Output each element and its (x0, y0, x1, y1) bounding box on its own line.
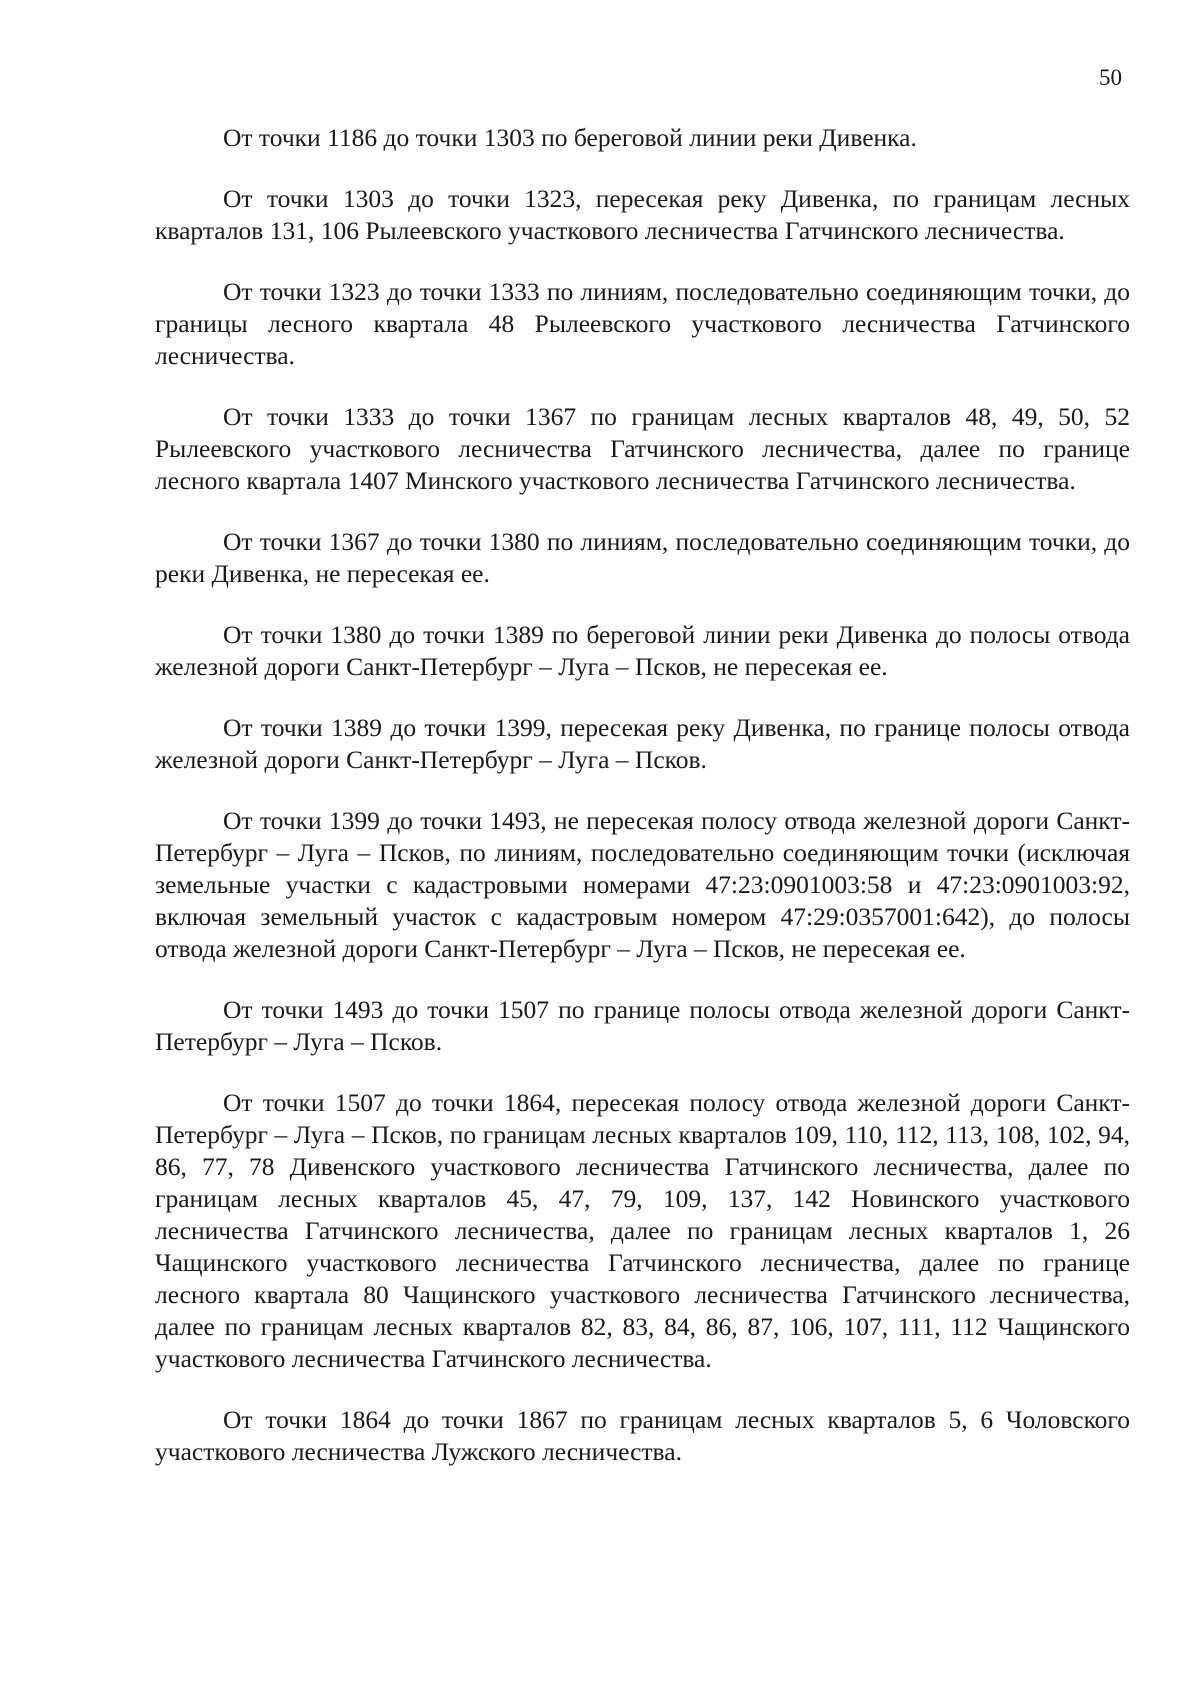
paragraph: От точки 1186 до точки 1303 по береговой линии реки Дивенка. (223, 123, 917, 152)
paragraph: От точки 1333 до точки 1367 по границам лесных кварталов 48, 49, 50, 52 Рылеевского участкового лесничества Гатчинского лесничества, далее по границе лесного квартала 1407 Минского участкового лесничества Гатчинского лесничества. (155, 402, 1130, 495)
paragraph: От точки 1399 до точки 1493, не пересекая полосу отвода железной дороги Санкт-Петербург – Луга – Псков, по линиям, последовательно соединяющим точки (исключая земельные участки с кадастровыми номерами 47:23:0901003:58 и 47:23:0901003:92, включая земельный участок с кадастровым номером 47:29:0357001:642), до полосы отвода железной дороги Санкт-Петербург – Луга – Псков, не пересекая ее. (155, 806, 1130, 963)
page-number: 50 (1099, 65, 1122, 90)
paragraph: От точки 1323 до точки 1333 по линиям, последовательно соединяющим точки, до границы лесного квартала 48 Рылеевского участкового лесничества Гатчинского лесничества. (155, 277, 1130, 370)
paragraph: От точки 1303 до точки 1323, пересекая реку Дивенка, по границам лесных кварталов 131, 106 Рылеевского участкового лесничества Гатчинского лесничества. (155, 184, 1130, 245)
document-body (155, 122, 1130, 1497)
paragraph: От точки 1507 до точки 1864, пересекая полосу отвода железной дороги Санкт-Петербург – Луга – Псков, по границам лесных кварталов 109, 110, 112, 113, 108, 102, 94, 86, 77, 78 Дивенского участкового лесничества Гатчинского лесничества, далее по границам лесных кварталов 45, 47, 79, 109, 137, 142 Новинского участкового лесничества Гатчинского лесничества, далее по границам лесных кварталов 1, 26 Чащинского участкового лесничества Гатчинского лесничества, далее по границе лесного квартала 80 Чащинского участкового лесничества Гатчинского лесничества, далее по границам лесных кварталов 82, 83, 84, 86, 87, 106, 107, 111, 112 Чащинского участкового лесничества Гатчинского лесничества. (155, 1088, 1130, 1373)
paragraph: От точки 1367 до точки 1380 по линиям, последовательно соединяющим точки, до реки Дивенка, не пересекая ее. (155, 527, 1130, 588)
paragraph: От точки 1493 до точки 1507 по границе полосы отвода железной дороги Санкт-Петербург – Луга – Псков. (155, 995, 1130, 1056)
paragraph: От точки 1380 до точки 1389 по береговой линии реки Дивенка до полосы отвода железной дороги Санкт-Петербург – Луга – Псков, не пересекая ее. (155, 620, 1130, 681)
paragraph: От точки 1389 до точки 1399, пересекая реку Дивенка, по границе полосы отвода железной дороги Санкт-Петербург – Луга – Псков. (155, 713, 1130, 774)
paragraph: От точки 1864 до точки 1867 по границам лесных кварталов 5, 6 Чоловского участкового лесничества Лужского лесничества. (155, 1405, 1130, 1466)
